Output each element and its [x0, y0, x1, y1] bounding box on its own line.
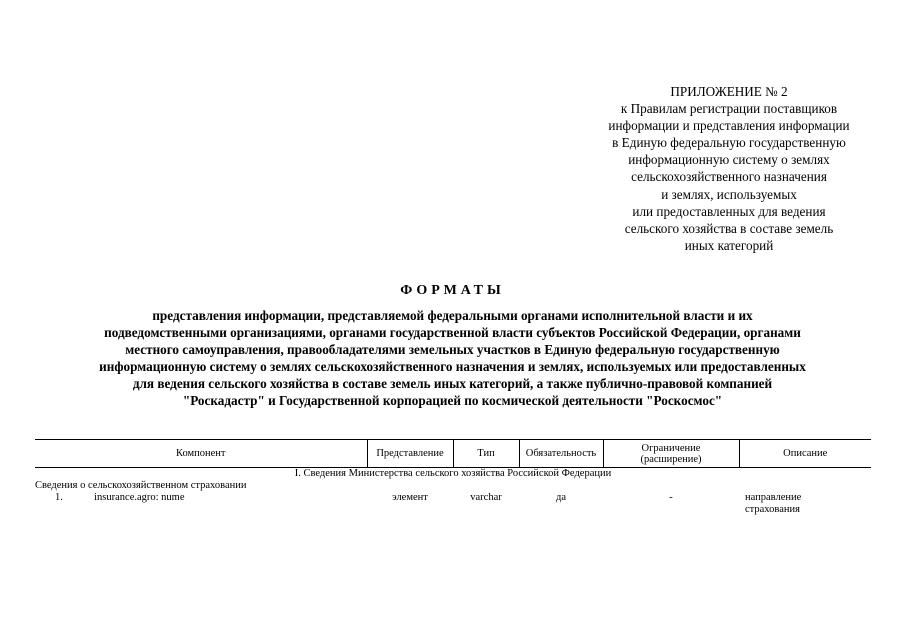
row-description-line1: направление [745, 492, 802, 503]
appendix-block [585, 83, 873, 254]
appendix-heading: ПРИЛОЖЕНИЕ № 2 [670, 84, 788, 99]
appendix-line: сельского хозяйства в составе земель [624, 220, 834, 236]
header-required: Обязательность [519, 440, 603, 468]
appendix-line: к Правилам регистрации поставщиков [620, 101, 838, 117]
section-title: I. Сведения Министерства сельского хозяйства Российской Федерации [294, 468, 612, 479]
appendix-line: в Единую федеральную государственную [612, 135, 846, 151]
appendix-line: информации и представления информации [608, 118, 850, 134]
subtitle-line: местного самоуправления, правообладателями земельных участков в Единую федеральную государственную [125, 342, 780, 358]
header-restriction-line2: (расширение) [640, 453, 702, 465]
header-restriction-line1: Ограничение [641, 442, 701, 454]
table-header-row [35, 440, 871, 468]
row-component: insurance.agro: nume [94, 492, 185, 503]
header-representation: Представление [367, 440, 453, 468]
appendix-line: сельскохозяйственного назначения [631, 169, 827, 185]
row-component-cell [35, 492, 367, 516]
appendix-line: или предоставленных для ведения [632, 203, 826, 219]
subtitle-line: подведомственными организациями, органами государственной власти субъектов Российской Федерации, органами [104, 325, 801, 341]
section-row [35, 468, 871, 481]
subtitle-line: информационную систему о землях сельскохозяйственного назначения и землях, используемых или предоставленных [99, 359, 806, 375]
row-type: varchar [470, 492, 502, 503]
header-type: Тип [453, 440, 519, 468]
header-restriction [603, 440, 739, 468]
header-component: Компонент [35, 440, 367, 468]
appendix-line: и землях, используемых [661, 186, 797, 202]
header-description: Описание [739, 440, 871, 468]
appendix-line: информационную систему о землях [628, 152, 830, 168]
document-subtitle [30, 307, 875, 410]
row-restriction: - [669, 492, 673, 503]
group-row [35, 480, 871, 492]
formats-table [35, 439, 871, 516]
subtitle-line: представления информации, представляемой федеральными органами исполнительной власти и их [152, 308, 753, 323]
row-description [739, 492, 871, 516]
group-title: Сведения о сельскохозяйственном страховании [35, 480, 247, 491]
appendix-line: иных категорий [684, 237, 774, 253]
document-title: ФОРМАТЫ [400, 283, 505, 298]
table-row [35, 492, 871, 516]
row-representation: элемент [392, 492, 428, 503]
subtitle-line: для ведения сельского хозяйства в составе земель иных категорий, а также публично-правовой компанией [132, 376, 773, 392]
subtitle-line: "Роскадастр" и Государственной корпорацией по космической деятельности "Роскосмос" [182, 393, 723, 409]
row-description-line2: страхования [745, 504, 800, 515]
row-number: 1. [55, 492, 63, 503]
row-required: да [555, 492, 566, 503]
